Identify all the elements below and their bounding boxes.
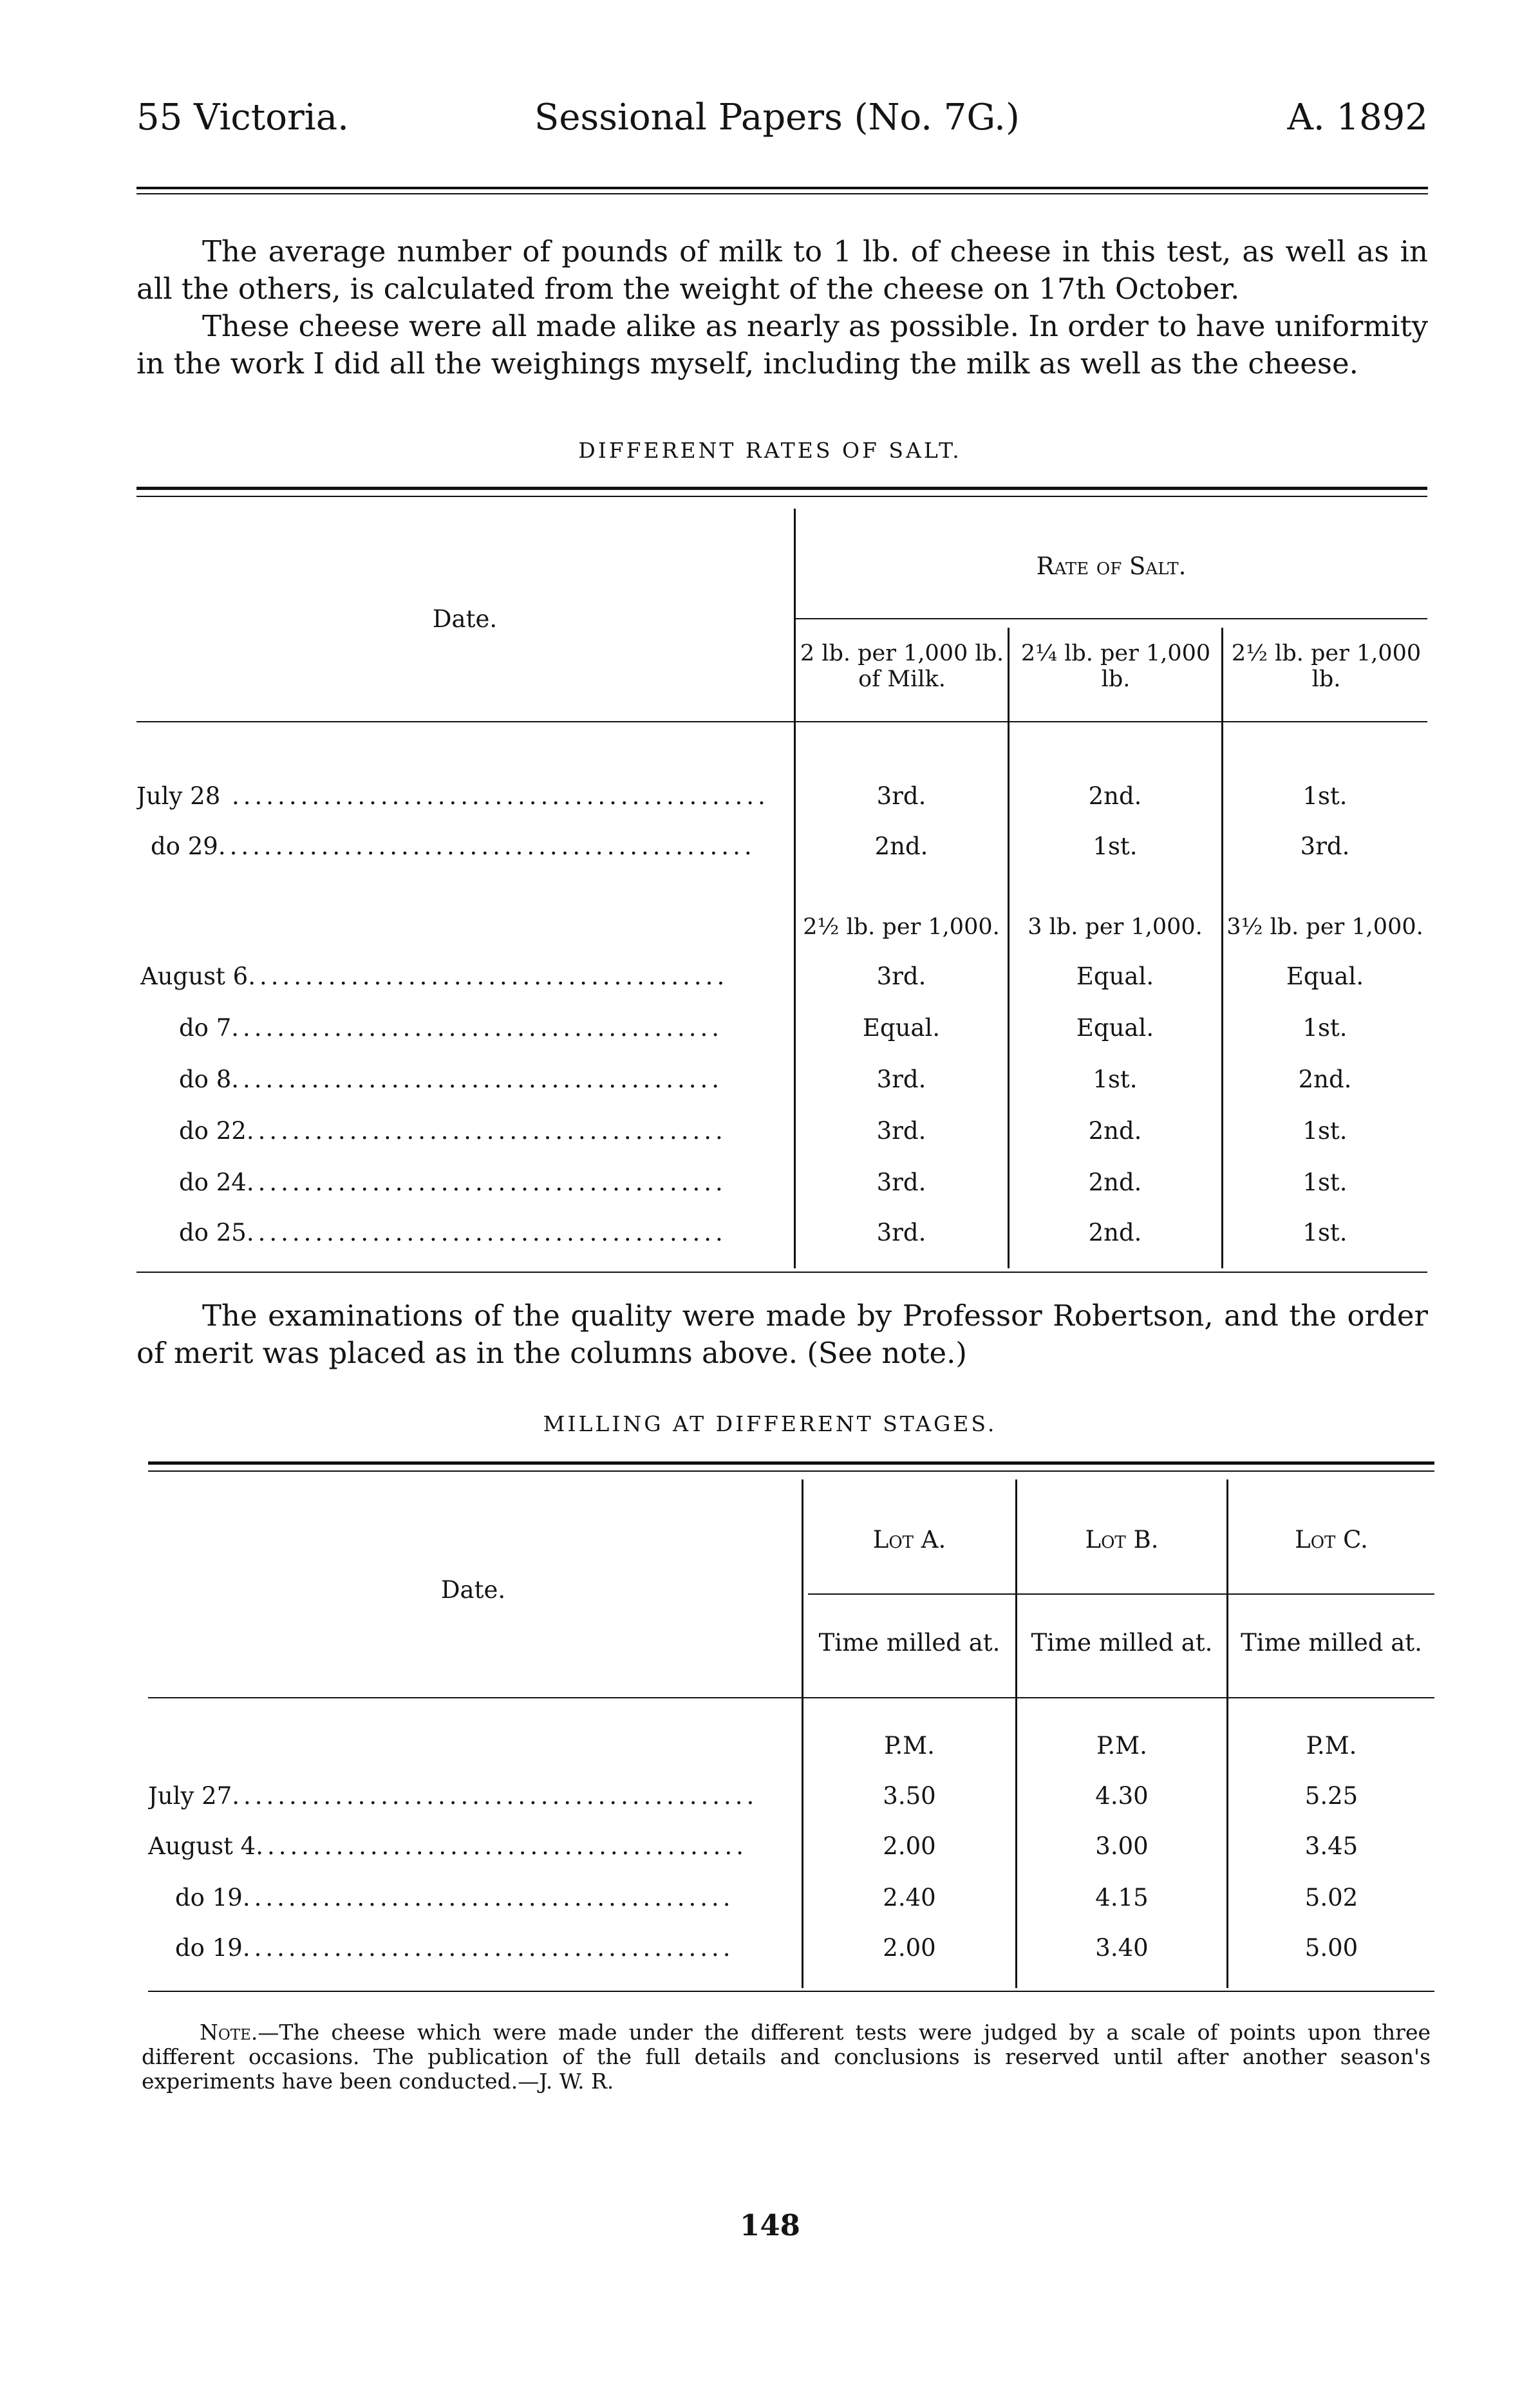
table-cell: 3rd. [876,1169,926,1196]
table-cell: 3.40 [1095,1934,1149,1962]
row-label: do 19 [175,1934,243,1962]
table-cell: 2nd. [874,832,928,860]
salt-header-rule [136,721,1427,722]
table-cell: 3rd. [876,782,926,810]
table-cell: Equal. [862,1014,941,1042]
header-rule [136,187,1428,189]
salt-col-header-2: 2¼ lb. per 1,000 lb. [1020,641,1211,692]
row-label: do 8 [179,1066,232,1093]
lot-a-header: Lot A. [872,1526,946,1554]
salt-vline-1 [794,509,796,1268]
milling-bottom-rule [148,1991,1434,1992]
pm-a: P.M. [884,1732,935,1760]
row-label: July 27 [148,1782,232,1810]
table-row: do 8........................................... [179,1066,723,1093]
header-center: Sessional Papers (No. 7G.) [534,97,1020,138]
row-label: do 25 [179,1219,247,1246]
milling-top-rule [148,1461,1434,1465]
table-cell: Equal. [1076,963,1154,990]
table-cell: 4.30 [1095,1782,1149,1810]
table-cell: 5.25 [1304,1782,1358,1810]
table-row: do 22.......................................... [179,1117,727,1145]
time-milled-a: Time milled at. [818,1629,1000,1657]
table-row: do 19........................................... [175,1884,735,1911]
salt-group-header: Rate of Salt. [1036,552,1187,580]
table-row: do 29............................................... [151,832,756,860]
lot-c-header: Lot C. [1295,1526,1368,1554]
pm-b: P.M. [1096,1732,1147,1760]
table-row: August 6.......................................... [140,963,729,990]
header-right: A. 1892 [1287,97,1428,138]
time-milled-b: Time milled at. [1031,1629,1213,1657]
table-row: do 19........................................... [175,1934,735,1962]
footnote-text: —The cheese which were made under the different tests were judged by a scale of points upon three different occasions. The publication of the full details and conclusions is reserved until after another season's experiments have been conducted.—J. W. R. [142,2020,1431,2094]
table-cell: 1st. [1093,1066,1138,1093]
table-row: July 27.............................................. [148,1782,758,1810]
table-cell: 3.45 [1304,1832,1358,1860]
middle-paragraph: The examinations of the quality were made by Professor Robertson, and the order of merit was placed as in the columns above. (See note.) [136,1299,1428,1370]
footnote [142,2020,1431,2094]
table-cell: 2nd. [1088,782,1142,810]
table-cell: 3rd. [876,1117,926,1145]
salt-group-rule [795,618,1427,619]
table-cell: 4.15 [1095,1884,1149,1911]
milling-header-rule [148,1697,1434,1698]
footnote-lead: Note. [200,2020,258,2045]
table-cell: 3.00 [1095,1832,1149,1860]
table-cell: 3rd. [876,963,926,990]
salt-subheader-2: 3 lb. per 1,000. [1028,914,1203,940]
table-cell: 3rd. [1300,832,1350,860]
salt-subheader-3: 3½ lb. per 1,000. [1226,914,1423,940]
row-label: do 29 [151,832,218,860]
page-number: 148 [740,2208,800,2242]
row-label: do 24 [179,1169,247,1196]
table-cell: 2nd. [1298,1066,1352,1093]
row-label: do 7 [179,1014,232,1042]
table-cell: 2nd. [1088,1219,1142,1246]
table-cell: 1st. [1302,1219,1348,1246]
salt-date-header: Date. [432,605,498,633]
time-milled-c: Time milled at. [1241,1629,1422,1657]
salt-subheader-1: 2½ lb. per 1,000. [803,914,1000,940]
milling-table-title: MILLING AT DIFFERENT STAGES. [543,1411,997,1436]
salt-top-rule [136,487,1427,490]
table-cell: 1st. [1302,782,1348,810]
intro-paragraph-1: The average number of pounds of milk to 1 lb. of cheese in this test, as well as in all the others, is calculated from the weight of the cheese on 17th October. [136,234,1428,306]
salt-top-rule-thin [136,496,1427,497]
row-label: do 22 [179,1117,247,1145]
table-cell: 1st. [1302,1014,1348,1042]
salt-col-header-3: 2½ lb. per 1,000 lb. [1231,641,1422,692]
table-cell: 3rd. [876,1066,926,1093]
table-cell: Equal. [1286,963,1364,990]
milling-date-header: Date. [440,1576,506,1604]
table-row: August 4........................................... [148,1832,747,1860]
table-cell: 2nd. [1088,1117,1142,1145]
table-cell: 2.00 [883,1832,936,1860]
table-cell: 5.00 [1304,1934,1358,1962]
table-cell: 2.40 [883,1884,936,1911]
row-label: July 28 [136,782,221,810]
salt-col-header-1: 2 lb. per 1,000 lb. of Milk. [800,641,1004,692]
table-row: do 24.......................................... [179,1169,727,1196]
table-cell: 1st. [1093,832,1138,860]
row-label: August 4 [148,1832,256,1860]
table-cell: 5.02 [1304,1884,1358,1911]
milling-lot-rule [808,1593,1434,1595]
table-cell: Equal. [1076,1014,1154,1042]
table-cell: 2nd. [1088,1169,1142,1196]
table-cell: 3.50 [883,1782,936,1810]
table-cell: 1st. [1302,1117,1348,1145]
table-row: July 28 ............................................... [136,782,769,810]
table-row: do 25.......................................... [179,1219,727,1246]
header-rule-thin [136,193,1428,194]
salt-table-title: DIFFERENT RATES OF SALT. [578,438,962,463]
header-left: 55 Victoria. [136,97,349,138]
row-label: August 6 [140,963,249,990]
table-cell: 2.00 [883,1934,936,1962]
table-cell: 3rd. [876,1219,926,1246]
row-label: do 19 [175,1884,243,1911]
intro-paragraph-2: These cheese were all made alike as nearly as possible. In order to have uniformity in the work I did all the weighings myself, including the milk as well as the cheese. [136,309,1428,380]
table-cell: 1st. [1302,1169,1348,1196]
salt-bottom-rule [136,1272,1427,1273]
page-header [136,97,1428,148]
lot-b-header: Lot B. [1085,1526,1159,1554]
milling-top-rule-thin [148,1470,1434,1472]
table-row: do 7........................................... [179,1014,723,1042]
pm-c: P.M. [1306,1732,1357,1760]
